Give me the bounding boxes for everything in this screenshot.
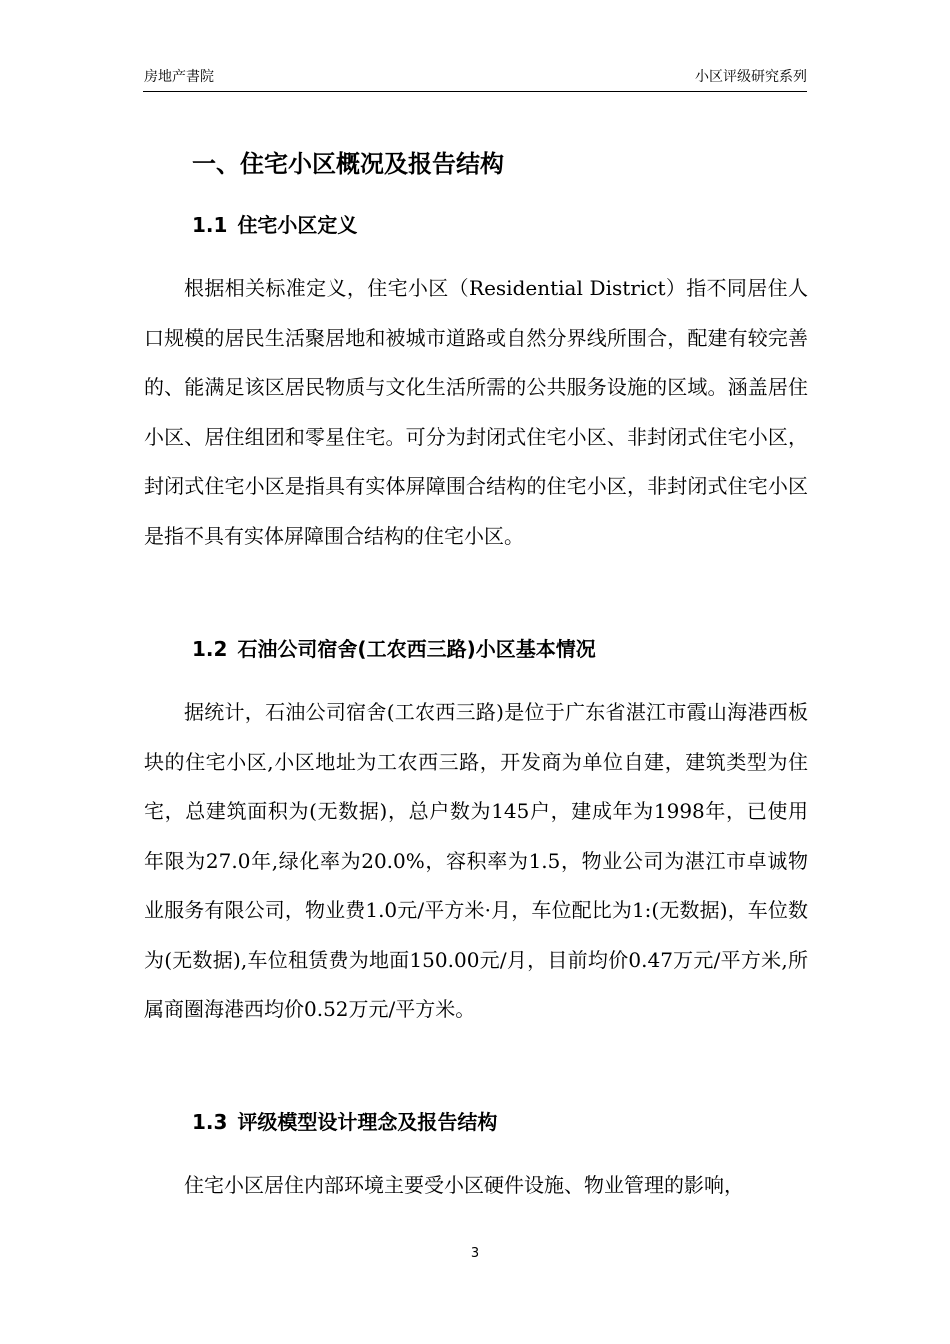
heading-1-1 [192, 207, 357, 243]
paragraph-definition: 根据相关标准定义，住宅小区（Residential District）指不同居住人口规模的居民生活聚居地和被城市道路或自然分界线所围合，配建有较完善的、能满足该区居民物质与文化生活所需的公共服务设施的区域。涵盖居住小区、居住组团和零星住宅。可分为封闭式住宅小区、非封闭式住宅小区，封闭式住宅小区是指具有实体屏障围合结构的住宅小区，非封闭式住宅小区是指不具有实体屏障围合结构的住宅小区。 [144, 276, 808, 548]
heading-1-2 [192, 631, 596, 667]
paragraph-model-design: 住宅小区居住内部环境主要受小区硬件设施、物业管理的影响， [184, 1173, 744, 1197]
section-title: 一、住宅小区概况及报告结构 [192, 150, 504, 178]
heading-text: 评级模型设计理念及报告结构 [237, 1110, 498, 1134]
heading-number: 1.1 [192, 213, 228, 237]
heading-1-3 [192, 1104, 497, 1140]
heading-number: 1.3 [192, 1110, 228, 1134]
header-left-title: 房地产書院 [144, 69, 214, 85]
heading-text: 住宅小区定义 [237, 213, 358, 237]
header-right-title: 小区评级研究系列 [695, 69, 807, 85]
page-number: 3 [470, 1246, 480, 1261]
heading-number: 1.2 [192, 637, 228, 661]
header-divider [143, 91, 807, 92]
heading-text: 石油公司宿舍(工农西三路)小区基本情况 [237, 637, 596, 661]
paragraph-basic-info: 据统计，石油公司宿舍(工农西三路)是位于广东省湛江市霞山海港西板块的住宅小区,小区地址为工农西三路，开发商为单位自建，建筑类型为住宅，总建筑面积为(无数据)，总户数为145户，建成年为1998年，已使用年限为27.0年,绿化率为20.0%，容积率为1.5，物业公司为湛江市卓诚物业服务有限公司，物业费1.0元/平方米·月，车位配比为1:(无数据)，车位数为(无数据),车位租赁费为地面150.00元/月，目前均价0.47万元/平方米,所属商圈海港西均价0.52万元/平方米。 [144, 700, 808, 1021]
